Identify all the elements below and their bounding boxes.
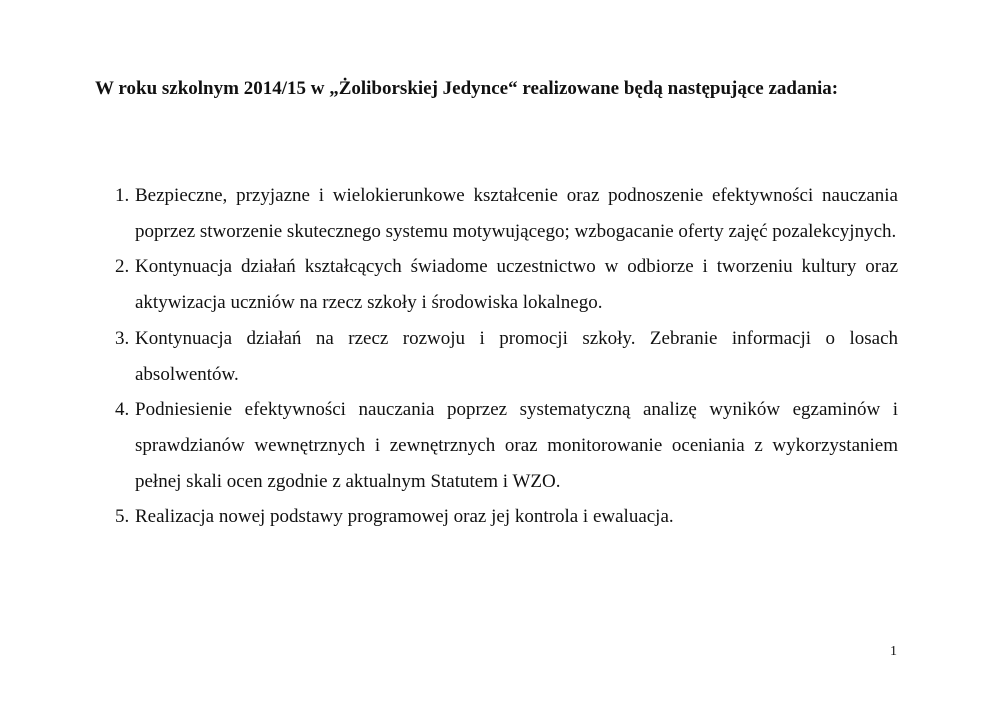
list-item-text: Kontynuacja działań kształcących świadome uczestnictwo w odbiorze i tworzeniu kultury oraz aktywizacja uczniów na rzecz szkoły i środowiska lokalnego. bbox=[135, 256, 898, 314]
list-item-text: Realizacja nowej podstawy programowej oraz jej kontrola i ewaluacja. bbox=[135, 506, 674, 528]
list-item bbox=[95, 392, 898, 499]
list-item-number: 4. bbox=[115, 399, 130, 421]
list-item-text: Kontynuacja działań na rzecz rozwoju i promocji szkoły. Zebranie informacji o losach absolwentów. bbox=[135, 327, 898, 385]
list-item-text: Bezpieczne, przyjazne i wielokierunkowe kształcenie oraz podnoszenie efektywności nauczania poprzez stworzenie skutecznego systemu motywującego; wzbogacanie oferty zajęć pozalekcyjnych. bbox=[135, 185, 898, 242]
list-item-number: 3. bbox=[115, 327, 130, 349]
list-item-number: 5. bbox=[115, 506, 130, 528]
list-item-number: 1. bbox=[115, 185, 130, 206]
list-item-number: 2. bbox=[115, 256, 130, 278]
list-item bbox=[95, 321, 898, 392]
list-item bbox=[95, 249, 898, 320]
page-number: 1 bbox=[890, 644, 897, 659]
document-heading: W roku szkolnym 2014/15 w „Żoliborskiej Jedynce“ realizowane będą następujące zadania: bbox=[95, 78, 839, 99]
list-item bbox=[95, 499, 898, 535]
list-item-text: Podniesienie efektywności nauczania poprzez systematyczną analizę wyników egzaminów i sprawdzianów wewnętrznych i zewnętrznych oraz monitorowanie oceniania z wykorzystaniem pełnej skali ocen zgodnie z aktualnym Statutem i WZO. bbox=[135, 399, 898, 492]
list-item bbox=[95, 178, 898, 249]
task-list bbox=[95, 178, 898, 535]
